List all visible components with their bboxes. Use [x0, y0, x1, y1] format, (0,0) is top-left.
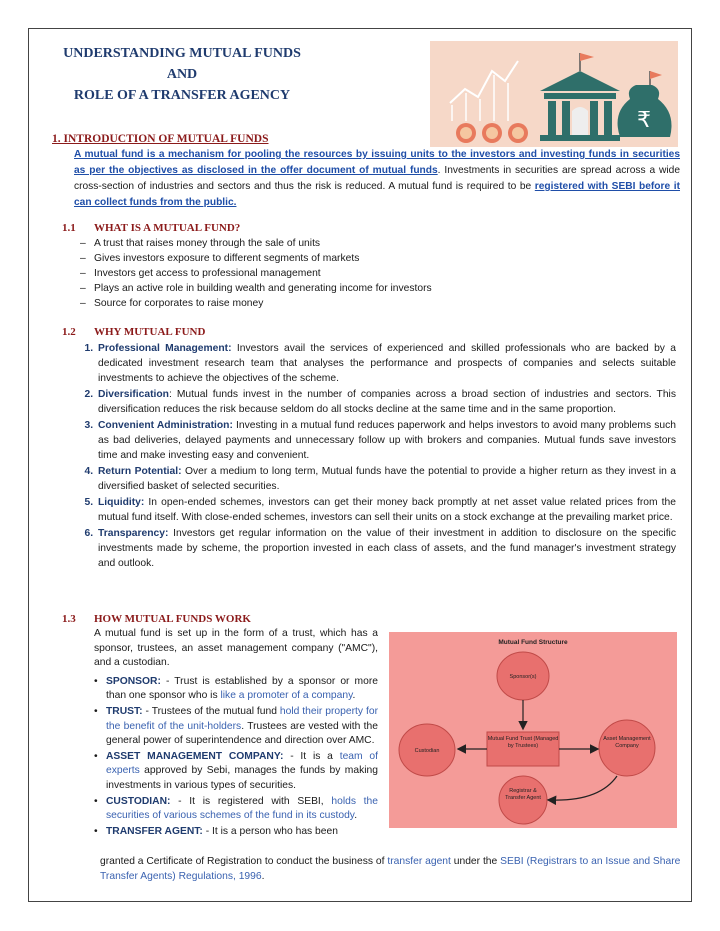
section-1-1-heading [62, 222, 240, 234]
item-heading: Return Potential: [98, 466, 182, 477]
item-heading: TRUST: [106, 705, 143, 717]
sebi-regulations-link[interactable]: SEBI (Registrars to an Issue and Share Transfer Agents) Regulations, 1996 [100, 856, 681, 882]
section-1-1-number: 1.1 [62, 222, 76, 234]
item-text: : Mutual funds invest in the number of companies across a broad section of industries and sectors. This diversification reduces the risk because seldom do all stocks decline at the same time and in the same proportion. [98, 389, 676, 415]
list-item [96, 387, 676, 417]
item-heading: TRANSFER AGENT: [106, 825, 203, 837]
trust-label: Mutual Fund Trust (Managed by Trustees) [487, 736, 559, 749]
item-text: In open-ended schemes, investors can get their money back promptly at net asset value related prices from the mutual fund itself. With close-ended schemes, investors can sell their units on a stock exchange at the prevailing market price. [98, 497, 676, 523]
coin-icon [456, 123, 528, 143]
title-line-1: UNDERSTANDING MUTUAL FUNDS [63, 46, 301, 61]
item-text: - It is a [283, 750, 340, 762]
item-text: - Trustees of the mutual fund [142, 705, 280, 717]
title-line-3: ROLE OF A TRANSFER AGENCY [73, 88, 291, 103]
list-item-sponsor [106, 675, 378, 704]
list-item: – Plays an active role in building wealth and generating income for investors [80, 281, 432, 296]
how-it-works-text [94, 627, 378, 840]
section-1-1-title: WHAT IS A MUTUAL FUND? [94, 222, 241, 234]
intro-link[interactable]: A mutual fund is a mechanism for pooling the resources by issuing units to the investors and investing funds in securities as per the objectives as disclosed in the offer document of mutual funds [74, 149, 680, 176]
continuation-mid: under the [450, 856, 501, 867]
item-heading: Professional Management: [98, 343, 232, 354]
list-item: – Gives investors exposure to different segments of markets [80, 251, 432, 266]
registrar-label: Registrar & Transfer Agent [505, 788, 541, 801]
item-tail: . [354, 810, 358, 822]
item-text: Investors avail the services of experienced and skilled professionals who are backed by a dedicated investment research team that analyses the performance and prospects of companies and selects suitable investments to achieve the objectives of the scheme. [98, 343, 677, 384]
list-item: – Investors get access to professional management [80, 266, 432, 281]
transfer-agent-continuation [100, 854, 684, 884]
continuation-text: granted a Certificate of Registration to conduct the business of [100, 856, 388, 867]
mutual-fund-structure-diagram [389, 632, 677, 828]
item-heading: Diversification [98, 389, 169, 400]
item-tail: . Trustees are vested with the general power of superintendence and direction over AMC. [106, 720, 378, 747]
list-item [96, 418, 676, 463]
item-heading: CUSTODIAN: [106, 795, 171, 807]
amc-label-wrap [601, 736, 653, 764]
section-1-2-heading [62, 326, 205, 338]
list-item-amc [106, 750, 378, 794]
list-item [96, 526, 676, 571]
transfer-agent-link[interactable]: transfer agent [387, 856, 451, 867]
section-1-2-title: WHY MUTUAL FUND [94, 326, 206, 338]
continuation-tail: . [261, 871, 265, 882]
item-link[interactable]: team of experts [106, 750, 378, 777]
item-heading: Liquidity: [98, 497, 145, 508]
list-item: – Source for corporates to raise money [80, 296, 432, 311]
list-item [96, 495, 676, 525]
how-it-works-intro: A mutual fund is set up in the form of a trust, which has a sponsor, trustees, an asset management company ("AMC"), and a custodian. [94, 628, 378, 669]
registrar-label-wrap [501, 788, 545, 816]
item-tail: approved by Sebi, manages the funds by making investments in various types of securities. [106, 765, 378, 791]
rupee-icon: ₹ [637, 108, 651, 133]
participants-list [94, 675, 378, 840]
list-item-trust [106, 705, 378, 749]
list-item [96, 341, 676, 386]
trust-label-wrap [487, 736, 559, 766]
item-text: Over a medium to long term, Mutual funds have the potential to provide a higher return as they invest in a diversified basket of selected securities. [98, 466, 676, 492]
section-1-heading: 1. INTRODUCTION OF MUTUAL FUNDS [52, 133, 269, 145]
item-text: Investing in a mutual fund reduces paperwork and helps investors to avoid many problems such as bad deliveries, delayed payments and unnecessary follow up with brokers and companies. Mutual funds save investors time and make investing easy and convenient. [98, 420, 676, 461]
mutual-fund-illustration [430, 41, 678, 147]
what-is-list [80, 236, 432, 311]
item-text: - Trust is established by a sponsor or more than one sponsor who is [106, 675, 378, 702]
item-link[interactable]: like a promoter of a company [220, 690, 353, 702]
hero-illustration [430, 41, 678, 147]
list-item: – A trust that raises money through the sale of units [80, 236, 432, 251]
why-mutual-fund-list [80, 341, 676, 572]
item-heading: Transparency: [98, 528, 169, 539]
list-item-transfer-agent [106, 825, 378, 840]
item-link[interactable]: hold their property for the benefit of the unit-holders [106, 705, 378, 732]
item-text: Investors get regular information on the value of their investment in addition to disclosure on the specific investments made by scheme, the proportion invested in each class of assets, and the fund manager's investment strategy and outlook. [98, 528, 676, 569]
item-heading: SPONSOR: [106, 675, 161, 687]
diagram-title: Mutual Fund Structure [498, 639, 568, 646]
item-heading: ASSET MANAGEMENT COMPANY: [106, 750, 284, 762]
sebi-registration-link[interactable]: registered with SEBI before it can collect funds from the public. [74, 181, 680, 208]
sponsor-label: Sponsor(s) [509, 674, 537, 680]
item-text: - It is registered with SEBI, [170, 795, 332, 807]
item-text: - It is a person who has been [202, 825, 338, 837]
list-item [96, 464, 676, 494]
item-link[interactable]: holds the securities of various schemes of the fund in its custody [106, 795, 378, 822]
intro-text: . Investments in securities are spread across a wide cross-section of industries and sectors and thus the risk is reduced. A mutual fund is required to be [74, 165, 680, 192]
custodian-label: Custodian [414, 748, 440, 754]
section-1-3-number: 1.3 [62, 613, 76, 625]
section-1-intro [74, 147, 680, 211]
item-tail: . [352, 690, 356, 702]
structure-diagram-svg [389, 632, 677, 828]
section-1-2-number: 1.2 [62, 326, 76, 338]
amc-label: Asset Management Company [603, 736, 651, 749]
section-1-3-title: HOW MUTUAL FUNDS WORK [94, 613, 251, 625]
list-item-custodian [106, 795, 378, 824]
item-heading: Convenient Administration: [98, 420, 233, 431]
title-line-2: AND [166, 67, 198, 82]
section-1-3-heading [62, 613, 251, 625]
document-title [42, 43, 322, 106]
